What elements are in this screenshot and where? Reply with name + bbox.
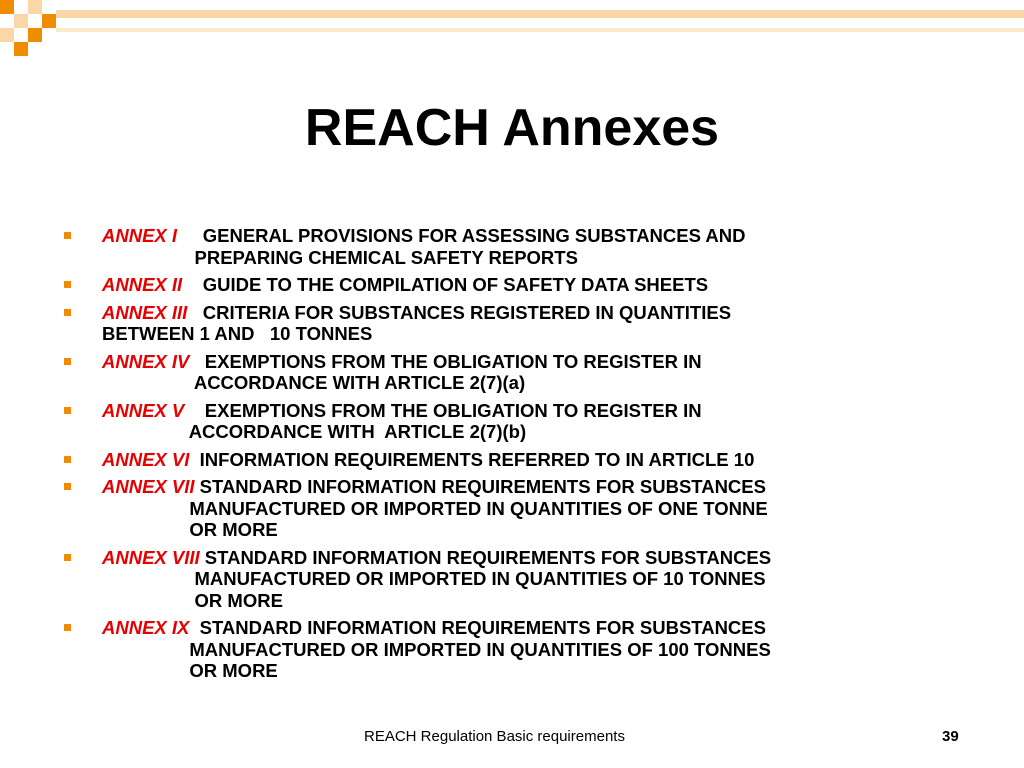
annex-first-line [102, 617, 962, 639]
annex-first-line [102, 476, 962, 498]
list-item [62, 449, 962, 471]
annex-description-continued: ACCORDANCE WITH ARTICLE 2(7)(a) [102, 372, 526, 393]
list-item [62, 351, 962, 394]
annex-label: ANNEX IX [102, 617, 190, 638]
square-bullet-icon [64, 624, 71, 631]
annex-list [62, 225, 962, 688]
footer-text: REACH Regulation Basic requirements [364, 728, 625, 745]
list-item [62, 547, 962, 612]
corner-decoration [0, 0, 1024, 60]
annex-label: ANNEX IV [102, 350, 190, 372]
annex-label: ANNEX VII [102, 476, 195, 497]
annex-label: ANNEX II [102, 274, 183, 295]
annex-first-line [102, 274, 962, 296]
annex-description: GENERAL PROVISIONS FOR ASSESSING SUBSTANCES AND [177, 225, 746, 246]
annex-description: CRITERIA FOR SUBSTANCES REGISTERED IN QUANTITIES [187, 301, 732, 323]
square-bullet-icon [64, 309, 71, 316]
annex-description: EXEMPTIONS FROM THE OBLIGATION TO REGISTER IN [189, 350, 702, 372]
annex-description-continued: PREPARING CHEMICAL SAFETY REPORTS [102, 246, 578, 268]
annex-description: INFORMATION REQUIREMENTS REFERRED TO IN ARTICLE 10 [189, 448, 755, 470]
annex-description: EXEMPTIONS FROM THE OBLIGATION TO REGISTER IN [184, 399, 702, 421]
list-item [62, 225, 962, 268]
annex-label: ANNEX III [102, 301, 188, 323]
list-item [62, 302, 962, 345]
annex-description-continued: MANUFACTURED OR IMPORTED IN QUANTITIES OF ONE TONNE [102, 497, 768, 519]
slide-title: REACH Annexes [304, 99, 720, 157]
annex-label: ANNEX VI [102, 448, 190, 470]
square-bullet-icon [64, 358, 71, 365]
annex-label: ANNEX I [102, 225, 178, 246]
annex-description: GUIDE TO THE COMPILATION OF SAFETY DATA SHEETS [182, 274, 709, 295]
list-item [62, 476, 962, 541]
annex-description-continued: OR MORE [102, 660, 278, 681]
square-bullet-icon [64, 281, 71, 288]
annex-description-continued: MANUFACTURED OR IMPORTED IN QUANTITIES OF 10 TONNES [102, 568, 766, 589]
annex-first-line [102, 351, 962, 373]
annex-description: STANDARD INFORMATION REQUIREMENTS FOR SUBSTANCES [189, 617, 766, 638]
annex-description: STANDARD INFORMATION REQUIREMENTS FOR SUBSTANCES [199, 546, 772, 568]
square-bullet-icon [64, 232, 71, 239]
list-item [62, 617, 962, 682]
slide-footer [0, 726, 1024, 746]
annex-description-continued: OR MORE [102, 519, 278, 540]
annex-description-continued: BETWEEN 1 AND 10 TONNES [102, 323, 373, 344]
annex-first-line [102, 225, 962, 247]
list-item [62, 274, 962, 296]
annex-description-continued: MANUFACTURED OR IMPORTED IN QUANTITIES OF 100 TONNES [102, 638, 771, 660]
page-number: 39 [942, 728, 959, 745]
square-bullet-icon [64, 483, 71, 490]
annex-description-continued: ACCORDANCE WITH ARTICLE 2(7)(b) [102, 421, 527, 442]
square-bullet-icon [64, 407, 71, 414]
annex-first-line [102, 449, 962, 471]
annex-label: ANNEX VIII [102, 546, 200, 568]
annex-first-line [102, 400, 962, 422]
square-bullet-icon [64, 456, 71, 463]
square-bullet-icon [64, 554, 71, 561]
annex-first-line [102, 547, 962, 569]
annex-description: STANDARD INFORMATION REQUIREMENTS FOR SUBSTANCES [194, 476, 766, 497]
annex-description-continued: OR MORE [102, 589, 283, 611]
annex-label: ANNEX V [102, 399, 185, 421]
annex-first-line [102, 302, 962, 324]
list-item [62, 400, 962, 443]
